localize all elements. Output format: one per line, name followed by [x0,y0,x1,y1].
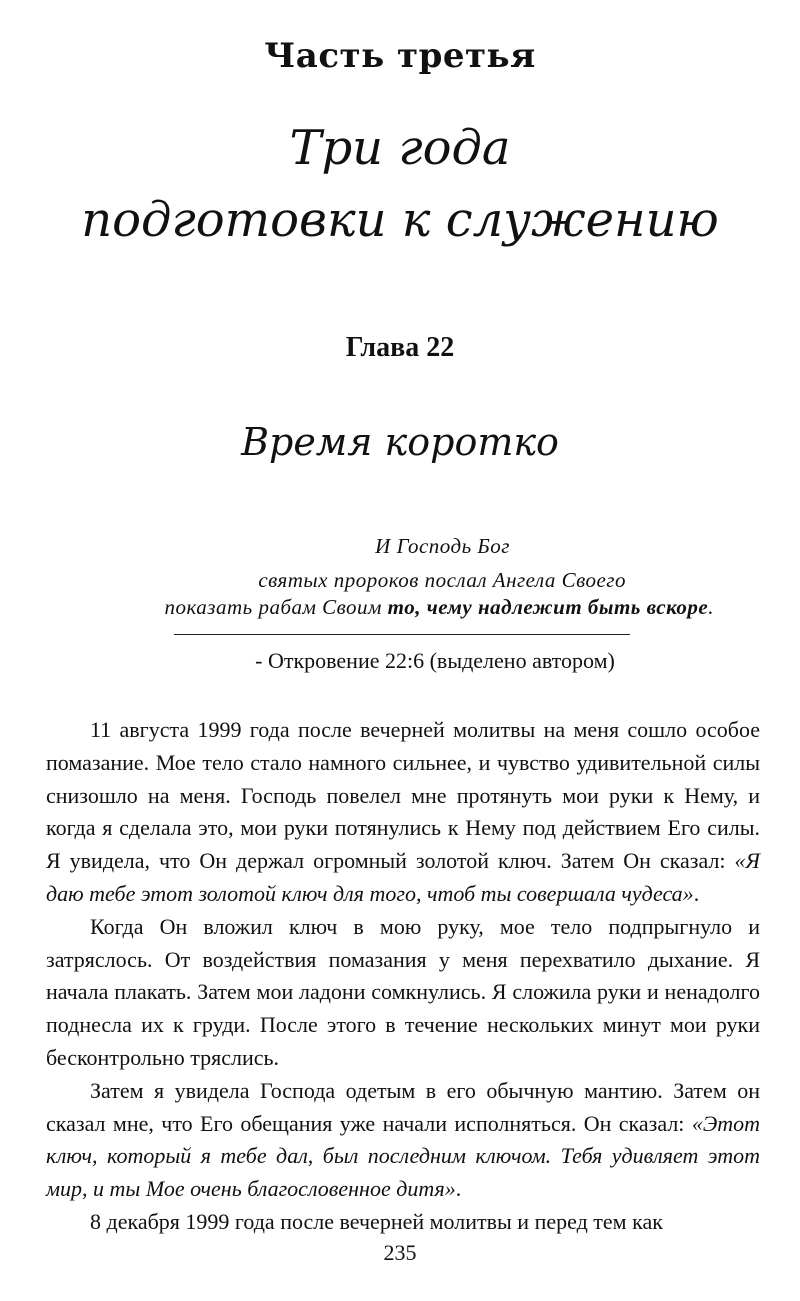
chapter-title: Время коротко [241,420,559,464]
paragraph-2 [46,911,760,1075]
paragraph-1-text: 11 августа 1999 года после вечерней молитвы на меня сошло особое помазание. Мое тело стало намного сильнее, и чувство удивительной силы снизошло на меня. Господь повелел мне протянуть мои руки к Нему, и когда я сделала это, мои руки потянулись к Нему под действием Его силы. Я увидела, что Он держал огромный золотой ключ. Затем Он сказал: [46,717,760,874]
paragraph-4 [46,1206,760,1239]
main-title-line-1: Три года [289,120,511,176]
epigraph-line-3-end: . [708,595,714,619]
paragraph-1 [46,714,760,911]
chapter-label: Глава 22 [345,332,455,363]
paragraph-3-text: Затем я увидела Господа одетым в его обычную мантию. Затем он сказал мне, что Его обещания уже начали исполняться. Он сказал: [46,1077,760,1136]
epigraph-line-3-plain: показать рабам Своим [164,595,388,619]
part-title: Часть третья [264,36,536,76]
page-number: 235 [383,1240,417,1265]
epigraph-line-3 [164,595,714,620]
body-text [46,714,760,1239]
paragraph-3-quote: «Этот ключ, который я тебе дал, был последним ключом. Тебя удивляет этот мир, и ты Мое очень благословенное дитя» [46,1110,760,1202]
epigraph-source: - Откровение 22:6 (выделено автором) [255,648,615,673]
paragraph-1-end: . [693,880,700,906]
epigraph-divider [174,634,630,635]
paragraph-3-end: . [455,1176,462,1202]
epigraph-line-1: И Господь Бог [375,534,510,558]
main-title-line-2: подготовки к служению [81,192,719,248]
paragraph-3 [46,1075,760,1206]
epigraph-line-2: святых пророков послал Ангела Своего [258,568,626,592]
epigraph-emphasis: то, чему надлежит быть вскоре [387,595,709,619]
paragraph-1-quote: «Я даю тебе этот золотой ключ для того, чтоб ты совершала чудеса» [46,848,760,906]
paragraph-2-text: Когда Он вложил ключ в мою руку, мое тело подпрыгнуло и затряслось. От воздействия помазания у меня перехватило дыхание. Я начала плакать. Затем мои ладони сомкнулись. Я сложила руки и ненадолго поднесла их к груди. После этого в течение нескольких минут мои руки бесконтрольно тряслись. [46,913,760,1070]
paragraph-4-text: 8 декабря 1999 года после вечерней молитвы и перед тем как [90,1208,663,1234]
